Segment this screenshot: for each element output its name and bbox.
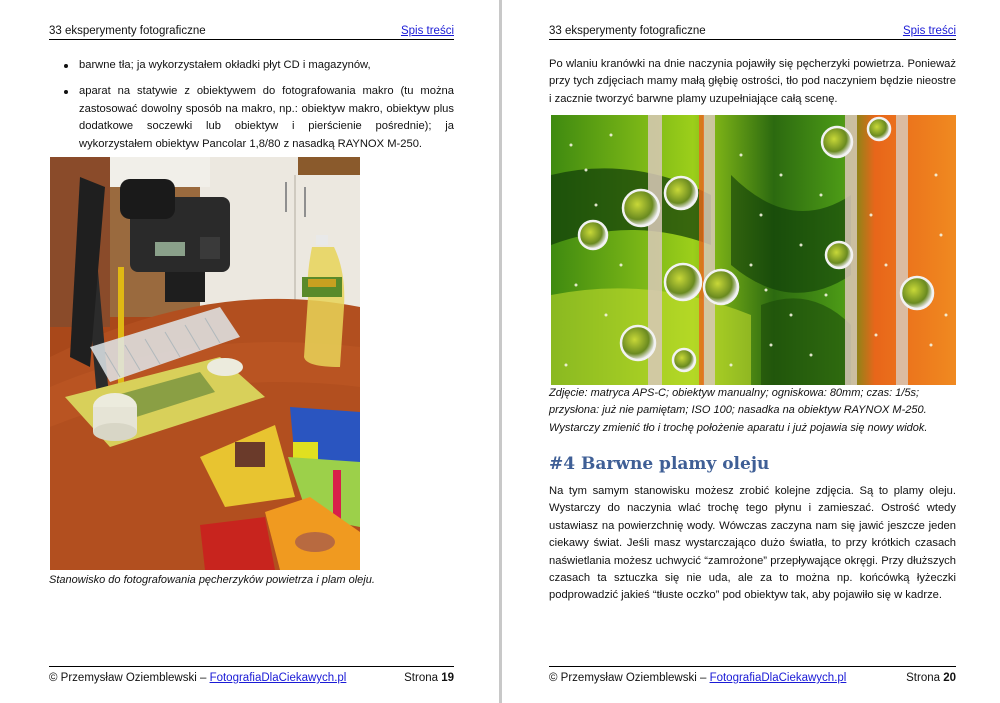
caption-line: przysłona: już nie pamiętam; ISO 100; nasadka na obiektyw RAYNOX M-250. — [549, 404, 927, 417]
page-number: 19 — [441, 672, 454, 684]
bullet-list — [64, 57, 454, 162]
footer-credit — [49, 672, 346, 684]
intro-paragraph: Po wlaniu kranówki na dnie naczynia pojawiły się pęcherzyki powietrza. Ponieważ przy tych zdjęciach mamy małą głębię ostrości, tło pod naczyniem będzie nieostre i zacznie tworzyć barwne plamy uzupełniające całą scenę. — [549, 58, 956, 105]
document-title: 33 eksperymenty fotograficzne — [49, 25, 206, 37]
section-heading: #4 Barwne plamy oleju — [549, 454, 770, 474]
footer-credit — [549, 672, 846, 684]
bubbles-photo-image — [551, 115, 956, 385]
bubbles-photo — [551, 115, 956, 385]
body-paragraph: Na tym samym stanowisku możesz zrobić kolejne zdjęcia. Są to plamy oleju. Wystarczy do naczynia wlać trochę tego płynu i zamieszać. Ostrość wtedy ustawiasz na powierzchnię wody. Wówczas zaczyna nam się jawić jeszcze jeden ciekawy świat. Jeśli masz wystarczająco dużo światła, to przy krótkich czasach naświetlania możesz uchwycić “zamrożone” przepływające okręgi. Przy dłuższych czasach ta sztuczka się nie uda, ale za to można np. końcówką łyżeczki podprowadzić jakieś “tłuste oczko” pod obiektyw tak, aby pojawiło się w kadrze. — [549, 485, 956, 602]
page-footer — [549, 666, 956, 684]
page-header — [549, 22, 956, 40]
setup-photo-image — [50, 157, 360, 570]
author-name: © Przemysław Oziemblewski – — [549, 672, 710, 684]
caption-line: Wystarczy zmienić tło i trochę położenie aparatu i już pojawia się nowy widok. — [549, 421, 928, 434]
photo-caption — [549, 385, 956, 437]
page-number-label — [906, 672, 956, 684]
photo-caption: Stanowisko do fotografowania pęcherzyków powietrza i plam oleju. — [49, 574, 375, 586]
page-label: Strona — [404, 672, 442, 684]
page-number-label — [404, 672, 454, 684]
page-header — [49, 22, 454, 40]
toc-link[interactable]: Spis treści — [902, 25, 956, 37]
site-link[interactable]: FotografiaDlaCiekawych.pl — [709, 672, 847, 684]
caption-line: Zdjęcie: matryca APS-C; obiektyw manualny; ogniskowa: 80mm; czas: 1/5s; — [549, 387, 920, 399]
bullet-item: barwne tła; ja wykorzystałem okładki płyt CD i magazynów, — [64, 57, 454, 74]
page-label: Strona — [906, 672, 944, 684]
toc-link[interactable]: Spis treści — [400, 25, 454, 37]
page-20 — [502, 0, 1000, 703]
site-link[interactable]: FotografiaDlaCiekawych.pl — [209, 672, 347, 684]
page-number: 20 — [943, 672, 956, 684]
author-name: © Przemysław Oziemblewski – — [49, 672, 210, 684]
document-title: 33 eksperymenty fotograficzne — [549, 25, 706, 37]
page-footer — [49, 666, 454, 684]
bullet-item: aparat na statywie z obiektywem do fotografowania makro (tu można zastosować dowolny sposób na makro, np.: obiektyw makro, obiektyw plus dodatkowe soczewki lub obiektyw i pierścienie pośrednie); ja wykorzystałem obiektyw Pancolar 1,8/80 z nasadką RAYNOX M-250. — [64, 83, 454, 153]
setup-photo — [50, 157, 360, 570]
